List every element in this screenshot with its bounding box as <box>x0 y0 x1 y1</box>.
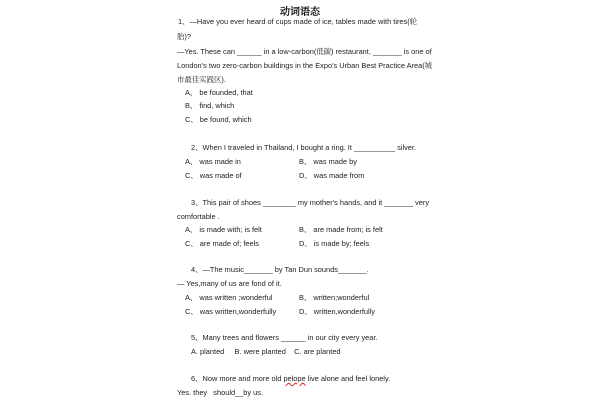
q3-stem-line1: 3、This pair of shoes ________ my mother's hands, and it _______ very <box>191 198 430 207</box>
q3-option-a: A、 is made with; is felt <box>185 225 262 234</box>
q2-stem: 2、When I traveled in Thailand, I bought a ring. It __________ silver. <box>191 143 417 152</box>
q1-option-c: C、 be found, which <box>185 115 252 124</box>
q2-option-c: C、 was made of <box>185 171 242 180</box>
q6-stem-after: live alone and feel lonely. <box>305 374 391 383</box>
q2-option-d: D、 was made from <box>299 171 365 180</box>
q4-stem-line2: — Yes,many of us are fond of it. <box>177 279 282 288</box>
q1-stem-line5: 市最佳实践区). <box>177 75 226 84</box>
q6-stem-before: 6、Now more and more old <box>191 374 284 383</box>
q3-option-d: D、 is made by; feels <box>299 239 370 248</box>
q5-options: A. planted B. were planted C. are planted <box>191 347 341 356</box>
q2-option-b: B、 was made by <box>299 157 357 166</box>
q1-stem-line1: 1、—Have you ever heard of cups made of ice, tables made with tires(轮 <box>178 17 418 26</box>
page-title: 动词语态 <box>280 7 320 18</box>
q4-option-d: D、 written,wonderfully <box>299 307 375 316</box>
q6-misspelled-word: pelope <box>283 374 306 383</box>
q4-option-a: A、 was written ;wonderful <box>185 293 273 302</box>
q3-option-c: C、 are made of; feels <box>185 239 259 248</box>
q3-option-b: B、 are made from; is felt <box>299 225 383 234</box>
q5-stem: 5、Many trees and flowers ______ in our city every year. <box>191 333 378 342</box>
q4-option-c: C、 was written,wonderfully <box>185 307 277 316</box>
q1-option-a: A、 be founded, that <box>185 88 253 97</box>
q1-option-b: B、 find, which <box>185 101 235 110</box>
q3-stem-line2: comfortable . <box>177 212 220 221</box>
q1-stem-line4: London's two zero-carbon buildings in the Expo's Urban Best Practice Area(城 <box>177 61 433 70</box>
q4-option-b: B、 written;wonderful <box>299 293 370 302</box>
q6-stem-line2: Yes. they should__by us. <box>177 388 264 397</box>
q6-stem <box>191 374 390 383</box>
q1-stem-line3: —Yes. These can ______ in a low-carbon(低碳) restaurant, _______ is one of <box>177 47 432 56</box>
q1-stem-line2: 胎)? <box>177 32 191 41</box>
q2-option-a: A、 was made in <box>185 157 241 166</box>
q4-stem-line1: 4、—The music_______ by Tan Dun sounds_______. <box>191 265 369 274</box>
